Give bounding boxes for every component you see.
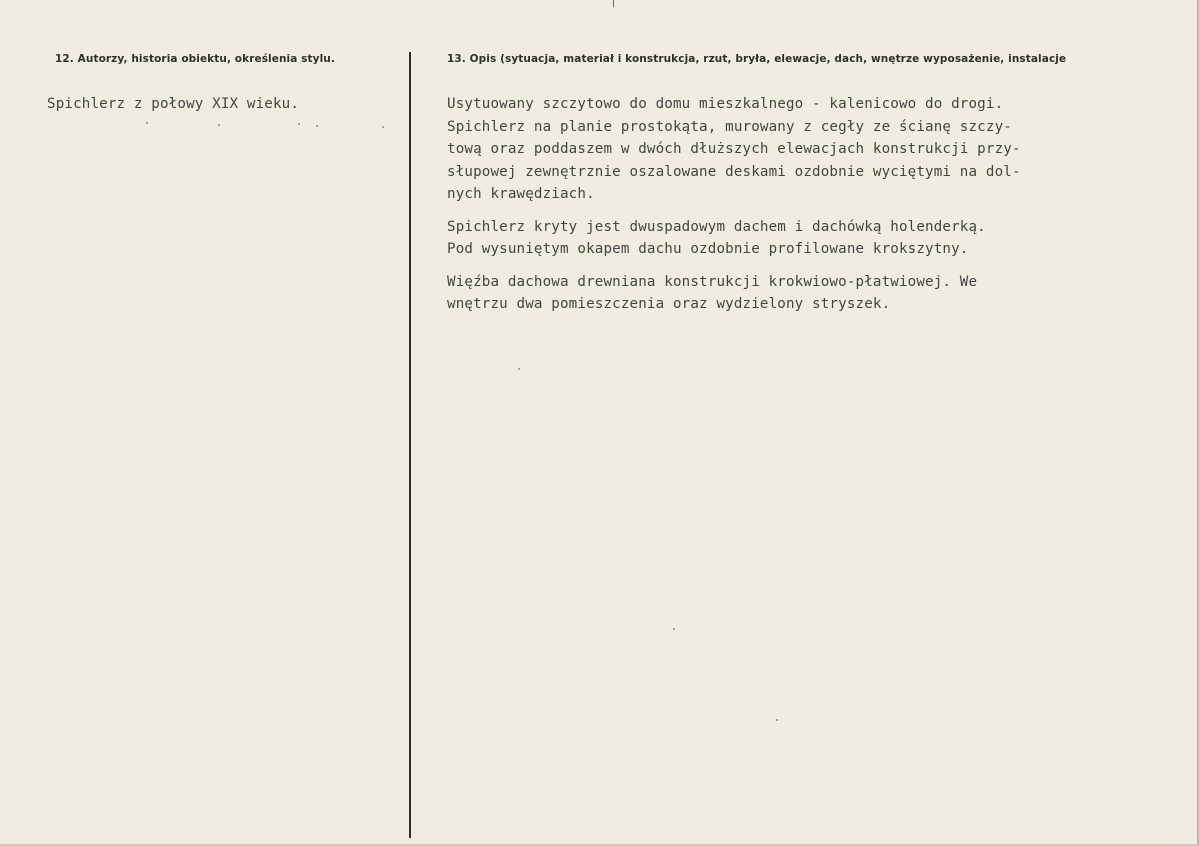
description-line: nych krawędziach.	[447, 186, 595, 202]
description-line: Spichlerz kryty jest dwuspadowym dachem i dachówką holenderką.	[447, 218, 986, 235]
paper-speck	[382, 126, 384, 128]
description-line: Więźba dachowa drewniana konstrukcji krokwiowo-płatwiowej. We	[447, 273, 978, 290]
section-12-header: 12. Autorzy, historia obiektu, określenia stylu.	[55, 53, 335, 65]
paper-speck	[316, 125, 318, 127]
description-paragraph	[447, 93, 1147, 206]
column-divider	[409, 52, 411, 838]
paper-speck	[218, 124, 220, 126]
paper-speck	[518, 368, 520, 370]
fold-tick-mark	[613, 0, 614, 7]
description-paragraph	[447, 216, 1147, 261]
paper-speck	[673, 628, 675, 630]
description-line: słupowej zewnętrznie oszalowane deskami ozdobnie wyciętymi na dol-	[447, 163, 1021, 180]
history-text: Spichlerz z połowy XIX wieku.	[47, 96, 300, 112]
description-line: Pod wysuniętym okapem dachu ozdobnie profilowane krokszytny.	[447, 241, 969, 257]
description-line: wnętrzu dwa pomieszczenia oraz wydzielony stryszek.	[447, 296, 891, 312]
description-line: Usytuowany szczytowo do domu mieszkalnego - kalenicowo do drogi.	[447, 96, 1004, 112]
description-line: tową oraz poddaszem w dwóch dłuższych elewacjach konstrukcji przy-	[447, 141, 1021, 157]
description-paragraph	[447, 271, 1147, 316]
paper-speck	[298, 123, 300, 125]
description-line: Spichlerz na planie prostokąta, murowany z cegły ze ścianę szczy-	[447, 118, 1012, 135]
description-block	[447, 93, 1147, 326]
paper-speck	[776, 719, 778, 721]
paper-speck	[146, 122, 148, 124]
section-13-header: 13. Opis (sytuacja, materiał i konstrukcja, rzut, bryła, elewacje, dach, wnętrze wyposażenie, instalacje	[447, 53, 1067, 65]
